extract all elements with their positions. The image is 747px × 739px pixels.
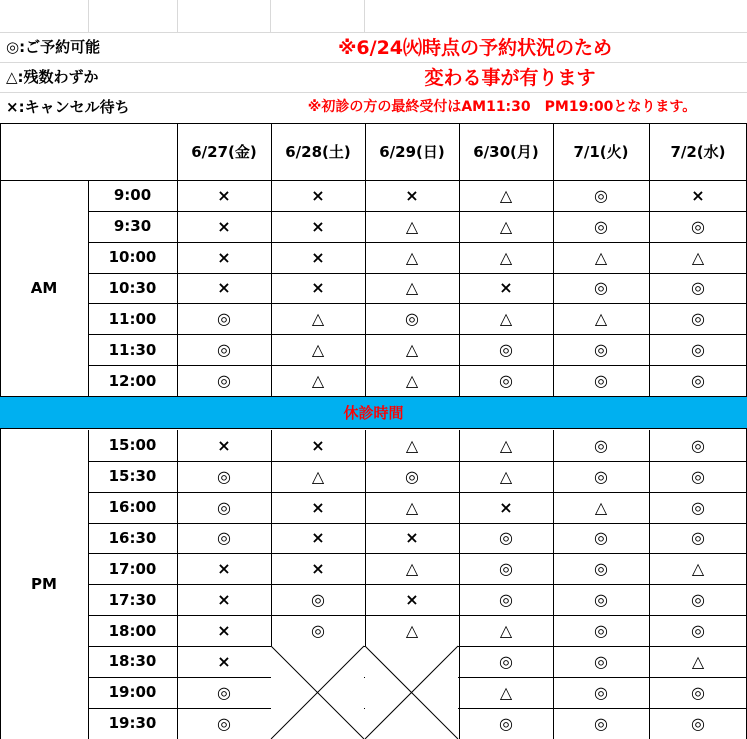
slot-cell: ◎	[594, 621, 608, 641]
session-label-pm: PM	[31, 575, 57, 594]
time-cell: 11:30	[108, 340, 157, 359]
slot-cell: △	[311, 340, 325, 360]
slot-cell: △	[405, 621, 419, 641]
column-divider	[365, 123, 366, 396]
column-divider	[88, 180, 89, 396]
slot-cell: ◎	[499, 651, 513, 671]
slot-cell: ◎	[217, 497, 231, 517]
gridline	[0, 92, 747, 93]
column-divider	[553, 430, 554, 739]
slot-cell: ◎	[594, 216, 608, 236]
slot-cell: ◎	[594, 435, 608, 455]
slot-cell: △	[405, 278, 419, 298]
time-cell: 18:30	[108, 652, 157, 671]
slot-cell: ◎	[405, 309, 419, 329]
slot-cell: ◎	[594, 528, 608, 548]
slot-cell: △	[594, 247, 608, 267]
time-cell: 19:00	[108, 683, 157, 702]
time-cell: 19:30	[108, 714, 157, 733]
slot-cell: ◎	[594, 559, 608, 579]
time-cell: 15:00	[108, 436, 157, 455]
slot-cell: △	[691, 559, 705, 579]
legend-waitlist: ×:キャンセル待ち	[6, 98, 130, 116]
slot-cell: △	[405, 559, 419, 579]
slot-cell: ◎	[691, 435, 705, 455]
slot-cell: △	[405, 216, 419, 236]
column-divider	[177, 123, 178, 396]
column-divider	[177, 430, 178, 739]
slot-cell: ◎	[594, 278, 608, 298]
date-header: 6/30(月)	[473, 143, 539, 161]
slot-cell	[271, 708, 365, 739]
table-border-top	[0, 123, 747, 124]
slot-cell: △	[311, 371, 325, 391]
slot-cell: ◎	[691, 497, 705, 517]
slot-cell: ×	[217, 185, 231, 205]
slot-cell: ◎	[499, 340, 513, 360]
date-header: 6/28(土)	[285, 143, 351, 161]
slot-cell: ×	[217, 247, 231, 267]
column-divider	[649, 430, 650, 739]
time-cell: 10:30	[108, 278, 157, 297]
slot-cell: △	[499, 216, 513, 236]
slot-cell: ◎	[311, 621, 325, 641]
date-header: 6/29(日)	[379, 143, 445, 161]
slot-cell	[271, 677, 365, 708]
slot-cell: ◎	[691, 713, 705, 733]
slot-cell: ×	[311, 278, 325, 298]
slot-cell: △	[405, 247, 419, 267]
legend-available: ◎:ご予約可能	[6, 38, 101, 56]
slot-cell: ◎	[217, 340, 231, 360]
date-header: 7/2(水)	[670, 143, 726, 161]
slot-cell: ◎	[691, 278, 705, 298]
gridline	[177, 0, 178, 32]
slot-cell: ◎	[217, 682, 231, 702]
session-label-am: AM	[30, 278, 58, 297]
slot-cell: ◎	[594, 713, 608, 733]
column-divider	[88, 430, 89, 739]
slot-cell: ×	[405, 185, 419, 205]
slot-cell: △	[499, 466, 513, 486]
slot-cell	[271, 646, 365, 677]
slot-cell: △	[405, 371, 419, 391]
slot-cell: ×	[217, 278, 231, 298]
time-cell: 15:30	[108, 467, 157, 486]
slot-cell: ◎	[594, 466, 608, 486]
slot-cell: ◎	[594, 340, 608, 360]
column-divider	[271, 430, 272, 739]
time-cell: 9:30	[113, 217, 152, 236]
date-header: 6/27(金)	[191, 143, 257, 161]
gridline	[88, 0, 89, 32]
time-cell: 9:00	[113, 186, 152, 205]
slot-cell: ◎	[499, 713, 513, 733]
slot-cell: △	[499, 682, 513, 702]
slot-cell: △	[499, 185, 513, 205]
slot-cell: ◎	[691, 340, 705, 360]
slot-cell: ◎	[691, 216, 705, 236]
gridline	[270, 0, 271, 32]
slot-cell: ◎	[594, 590, 608, 610]
notice-line3: ※初診の方の最終受付はAM11:30 PM19:00となります。	[307, 99, 697, 115]
slot-cell: ◎	[691, 528, 705, 548]
slot-cell: △	[594, 309, 608, 329]
slot-cell: ◎	[594, 651, 608, 671]
slot-cell: ◎	[594, 371, 608, 391]
time-cell: 18:00	[108, 621, 157, 640]
slot-cell: △	[311, 466, 325, 486]
time-cell: 10:00	[108, 248, 157, 267]
slot-cell: ◎	[594, 185, 608, 205]
time-cell: 11:00	[108, 309, 157, 328]
slot-cell: ×	[217, 435, 231, 455]
slot-cell: ◎	[217, 466, 231, 486]
slot-cell: ◎	[691, 590, 705, 610]
slot-cell: ×	[691, 185, 705, 205]
slot-cell: ×	[311, 216, 325, 236]
slot-cell: ◎	[691, 682, 705, 702]
slot-cell: ×	[217, 651, 231, 671]
slot-cell: ×	[499, 497, 513, 517]
slot-cell: ◎	[499, 528, 513, 548]
slot-cell: ×	[217, 216, 231, 236]
slot-cell: ◎	[217, 309, 231, 329]
slot-cell	[365, 646, 459, 677]
column-divider	[271, 123, 272, 396]
slot-cell: ◎	[691, 621, 705, 641]
slot-cell: △	[594, 497, 608, 517]
slot-cell: ◎	[499, 371, 513, 391]
slot-cell: ×	[311, 185, 325, 205]
slot-cell: ◎	[405, 466, 419, 486]
time-cell: 17:30	[108, 590, 157, 609]
slot-cell	[365, 708, 459, 739]
column-divider	[365, 430, 366, 739]
slot-cell: ◎	[691, 466, 705, 486]
header-bottom-border	[0, 180, 747, 181]
slot-cell: ◎	[691, 309, 705, 329]
slot-cell: ×	[311, 247, 325, 267]
slot-cell: △	[405, 497, 419, 517]
time-cell: 17:00	[108, 559, 157, 578]
legend-few-left: △:残数わずか	[6, 68, 99, 86]
slot-cell: ×	[311, 435, 325, 455]
slot-cell: △	[691, 651, 705, 671]
break-band	[0, 396, 747, 429]
slot-cell: ×	[217, 590, 231, 610]
slot-cell: ×	[311, 559, 325, 579]
slot-cell: ×	[499, 278, 513, 298]
slot-cell: △	[499, 621, 513, 641]
date-header: 7/1(火)	[573, 143, 629, 161]
slot-cell: ×	[217, 621, 231, 641]
notice-line1: ※6/24㈫時点の予約状況のため	[337, 37, 613, 59]
slot-cell: ×	[405, 528, 419, 548]
column-divider	[553, 123, 554, 396]
gridline	[364, 0, 365, 32]
slot-cell	[365, 677, 459, 708]
slot-cell: ×	[405, 590, 419, 610]
notice-line2: 変わる事が有ります	[424, 67, 596, 89]
time-cell: 12:00	[108, 371, 157, 390]
time-cell: 16:00	[108, 498, 157, 517]
slot-cell: ×	[311, 497, 325, 517]
slot-cell: ◎	[217, 713, 231, 733]
slot-cell: ×	[217, 559, 231, 579]
slot-cell: ◎	[217, 528, 231, 548]
slot-cell: ◎	[594, 682, 608, 702]
slot-cell: ◎	[691, 371, 705, 391]
slot-cell: ◎	[499, 559, 513, 579]
slot-cell: △	[405, 435, 419, 455]
slot-cell: △	[499, 435, 513, 455]
slot-cell: △	[311, 309, 325, 329]
column-divider	[649, 123, 650, 396]
slot-cell: △	[405, 340, 419, 360]
column-divider	[459, 123, 460, 396]
slot-cell: ×	[311, 528, 325, 548]
break-label: 休診時間	[343, 404, 404, 422]
column-divider	[459, 430, 460, 739]
slot-cell: ◎	[499, 590, 513, 610]
slot-cell: ◎	[217, 371, 231, 391]
table-border-left	[0, 123, 1, 739]
slot-cell: △	[499, 247, 513, 267]
slot-cell: ◎	[311, 590, 325, 610]
slot-cell: △	[691, 247, 705, 267]
slot-cell: △	[499, 309, 513, 329]
time-cell: 16:30	[108, 528, 157, 547]
